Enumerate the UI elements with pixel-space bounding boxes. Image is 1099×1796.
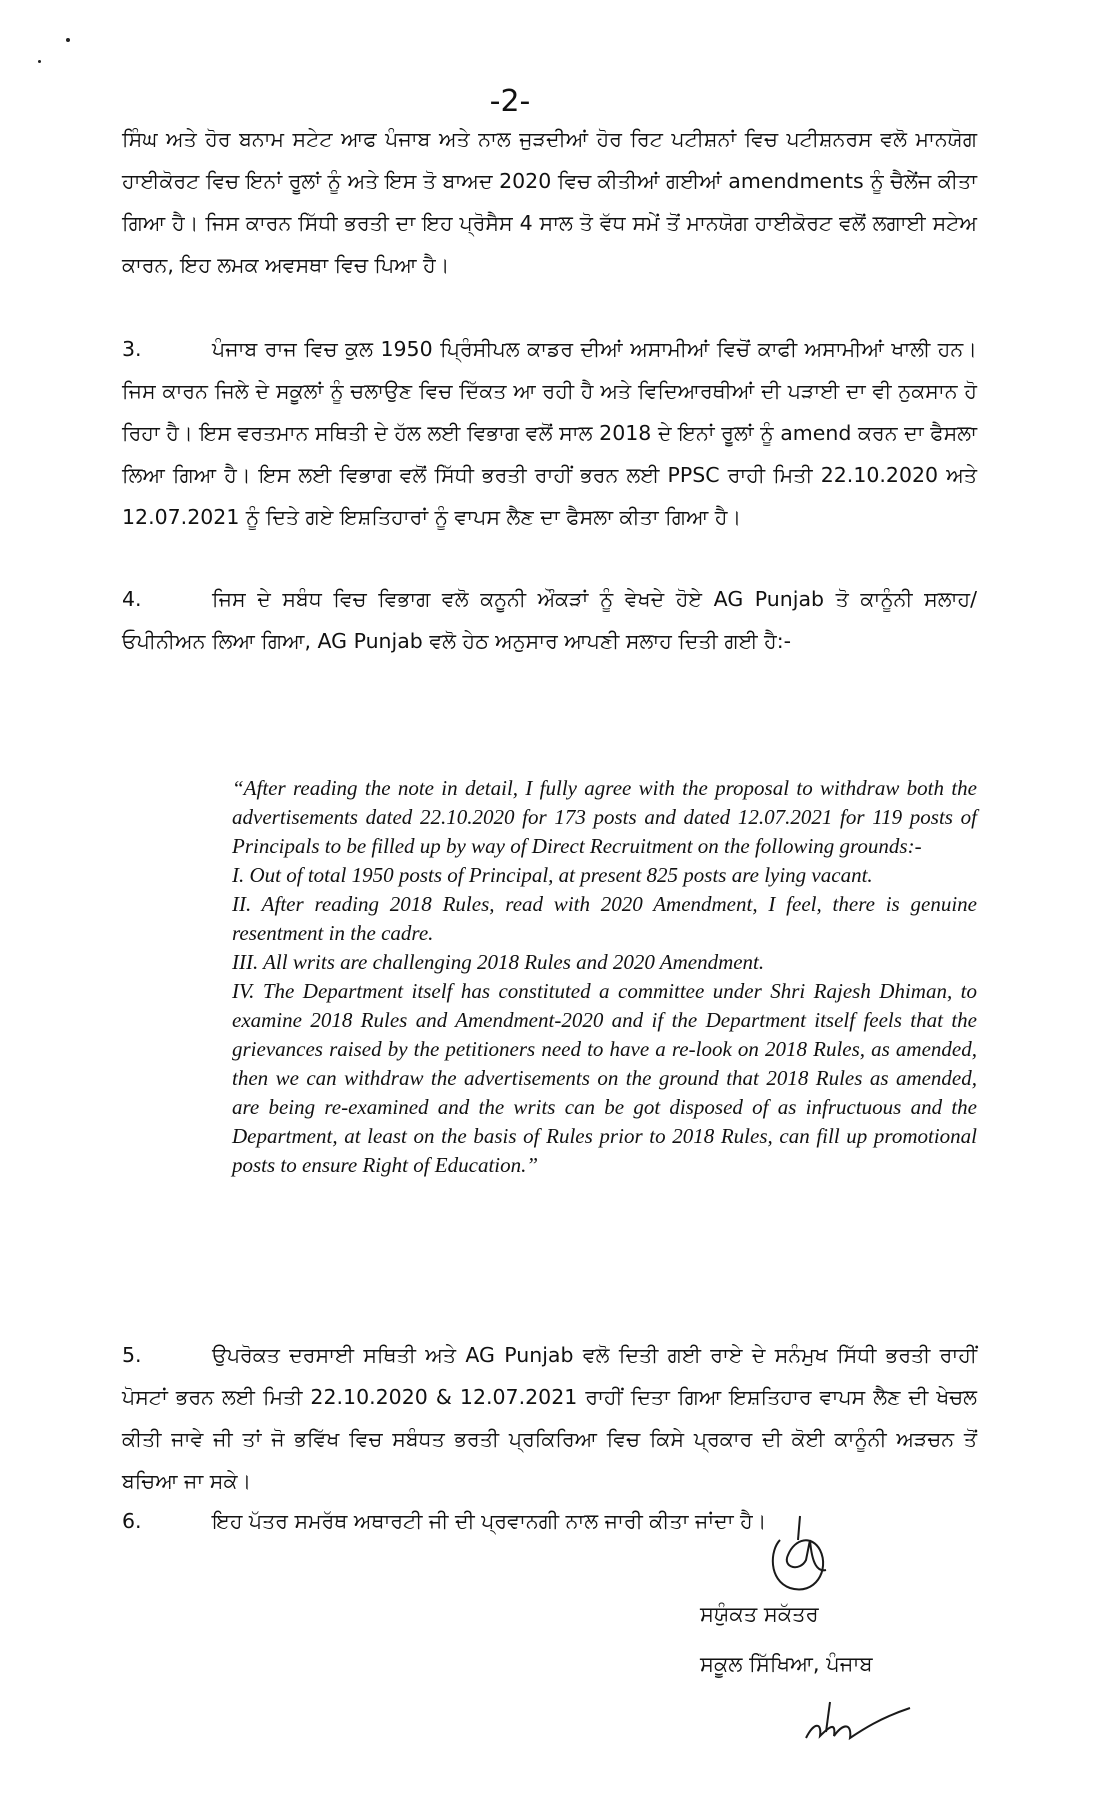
paragraph-number: 5. [122, 1343, 142, 1367]
quote-ground-1: I. Out of total 1950 posts of Principal, at present 825 posts are lying vacant. [232, 863, 873, 887]
paragraph-number: 6. [122, 1509, 142, 1533]
paragraph-text: ਉਪਰੋਕਤ ਦਰਸਾਈ ਸਥਿਤੀ ਅਤੇ AG Punjab ਵਲੋ ਦਿਤੀ ਗਈ ਰਾਏ ਦੇ ਸਨੰਮੁਖ ਸਿੱਧੀ ਭਰਤੀ ਰਾਹੀਂ ਪੋਸਟਾਂ ਭਰਨ ਲਈ ਮਿਤੀ 22.10.2020 & 12.07.2021 ਰਾਹੀਂ ਦਿਤਾ ਗਿਆ ਇਸ਼ਤਿਹਾਰ ਵਾਪਸ ਲੈਣ ਦੀ ਖੇਚਲ ਕੀਤੀ ਜਾਵੇ ਜੀ ਤਾਂ ਜੋ ਭਵਿੱਖ ਵਿਚ ਸਬੰਧਤ ਭਰਤੀ ਪ੍ਰਕਿਰਿਆ ਵਿਚ ਕਿਸੇ ਪ੍ਰਕਾਰ ਦੀ ਕੋਈ ਕਾਨੂੰਨੀ ਅੜਚਨ ਤੋਂ ਬਚਿਆ ਜਾ ਸਕੇ। [122, 1343, 977, 1493]
initials-scribble [800, 1692, 920, 1752]
paragraph-number: 4. [122, 587, 142, 611]
page-number: -2- [489, 84, 531, 119]
paragraph-3 [122, 328, 977, 538]
paragraph-continuation [122, 118, 977, 286]
paragraph-4 [122, 578, 977, 662]
scan-speck [66, 38, 70, 42]
quote-ground-4: IV. The Department itself has constituted a committee under Shri Rajesh Dhiman, to examine 2018 Rules and Amendment-2020 and if the Department itself feels that the grievances raised by the petitioners need to have a re-look on 2018 Rules, as amended, then we can withdraw the advertisements on the ground that 2018 Rules as amended, are being re-examined and the writs can be got disposed of as infructuous and the Department, at least on the basis of Rules prior to 2018 Rules, can fill up promotional posts to ensure Right of Education.” [232, 979, 977, 1177]
signatory-department: ਸਕੂਲ ਸਿੱਖਿਆ, ਪੰਜਾਬ [700, 1652, 873, 1676]
quote-ground-3: III. All writs are challenging 2018 Rules and 2020 Amendment. [232, 950, 765, 974]
paragraph-text: ਪੰਜਾਬ ਰਾਜ ਵਿਚ ਕੁਲ 1950 ਪ੍ਰਿੰਸੀਪਲ ਕਾਡਰ ਦੀਆਂ ਅਸਾਮੀਆਂ ਵਿਚੋਂ ਕਾਫੀ ਅਸਾਮੀਆਂ ਖਾਲੀ ਹਨ। ਜਿਸ ਕਾਰਨ ਜਿਲੇ ਦੇ ਸਕੂਲਾਂ ਨੂੰ ਚਲਾਉਣ ਵਿਚ ਦਿੱਕਤ ਆ ਰਹੀ ਹੈ ਅਤੇ ਵਿਦਿਆਰਥੀਆਂ ਦੀ ਪੜਾਈ ਦਾ ਵੀ ਨੁਕਸਾਨ ਹੋ ਰਿਹਾ ਹੈ। ਇਸ ਵਰਤਮਾਨ ਸਥਿਤੀ ਦੇ ਹੱਲ ਲਈ ਵਿਭਾਗ ਵਲੋਂ ਸਾਲ 2018 ਦੇ ਇਨਾਂ ਰੂਲਾਂ ਨੂੰ amend ਕਰਨ ਦਾ ਫੈਸਲਾ ਲਿਆ ਗਿਆ ਹੈ। ਇਸ ਲਈ ਵਿਭਾਗ ਵਲੋਂ ਸਿੱਧੀ ਭਰਤੀ ਰਾਹੀਂ ਭਰਨ ਲਈ PPSC ਰਾਹੀ ਮਿਤੀ 22.10.2020 ਅਤੇ 12.07.2021 ਨੂੰ ਦਿਤੇ ਗਏ ਇਸ਼ਤਿਹਾਰਾਂ ਨੂੰ ਵਾਪਸ ਲੈਣ ਦਾ ਫੈਸਲਾ ਕੀਤਾ ਗਿਆ ਹੈ। [122, 337, 977, 529]
quote-intro: “After reading the note in detail, I fully agree with the proposal to withdraw both the advertisements dated 22.10.2020 for 173 posts and dated 12.07.2021 for 119 posts of Principals to be filled up by way of Direct Recruitment on the following grounds:- [232, 776, 977, 858]
paragraph-text: ਸਿੰਘ ਅਤੇ ਹੋਰ ਬਨਾਮ ਸਟੇਟ ਆਫ ਪੰਜਾਬ ਅਤੇ ਨਾਲ ਜੁੜਦੀਆਂ ਹੋਰ ਰਿਟ ਪਟੀਸ਼ਨਾਂ ਵਿਚ ਪਟੀਸ਼ਨਰਸ ਵਲੋ ਮਾਨਯੋਗ ਹਾਈਕੋਰਟ ਵਿਚ ਇਨਾਂ ਰੂਲਾਂ ਨੂੰ ਅਤੇ ਇਸ ਤੋ ਬਾਅਦ 2020 ਵਿਚ ਕੀਤੀਆਂ ਗਈਆਂ amendments ਨੂੰ ਚੈਲੇਂਜ ਕੀਤਾ ਗਿਆ ਹੈ। ਜਿਸ ਕਾਰਨ ਸਿੱਧੀ ਭਰਤੀ ਦਾ ਇਹ ਪ੍ਰੋਸੈਸ 4 ਸਾਲ ਤੋ ਵੱਧ ਸਮੇਂ ਤੋਂ ਮਾਨਯੋਗ ਹਾਈਕੋਰਟ ਵਲੋਂ ਲਗਾਈ ਸਟੇਅ ਕਾਰਨ, ਇਹ ਲਮਕ ਅਵਸਥਾ ਵਿਚ ਪਿਆ ਹੈ। [122, 127, 977, 277]
quote-ground-2: II. After reading 2018 Rules, read with 2020 Amendment, I feel, there is genuine resentment in the cadre. [232, 892, 977, 945]
scan-speck [38, 60, 41, 63]
paragraph-5 [122, 1334, 977, 1502]
signature-scribble [740, 1510, 860, 1600]
paragraph-number: 3. [122, 337, 142, 361]
ag-opinion-quote [232, 774, 977, 1180]
paragraph-text: ਇਹ ਪੱਤਰ ਸਮਰੱਥ ਅਥਾਰਟੀ ਜੀ ਦੀ ਪ੍ਰਵਾਨਗੀ ਨਾਲ ਜਾਰੀ ਕੀਤਾ ਜਾਂਦਾ ਹੈ। [212, 1509, 767, 1533]
signatory-designation: ਸਯੁੰਕਤ ਸਕੱਤਰ [700, 1602, 819, 1626]
paragraph-text: ਜਿਸ ਦੇ ਸਬੰਧ ਵਿਚ ਵਿਭਾਗ ਵਲੋ ਕਨੂਨੀ ਔਕੜਾਂ ਨੂੰ ਵੇਖਦੇ ਹੋਏ AG Punjab ਤੋ ਕਾਨੂੰਨੀ ਸਲਾਹ/ਓਪੀਨੀਅਨ ਲਿਆ ਗਿਆ, AG Punjab ਵਲੋ ਹੇਠ ਅਨੁਸਾਰ ਆਪਣੀ ਸਲਾਹ ਦਿਤੀ ਗਈ ਹੈ:- [122, 587, 977, 653]
